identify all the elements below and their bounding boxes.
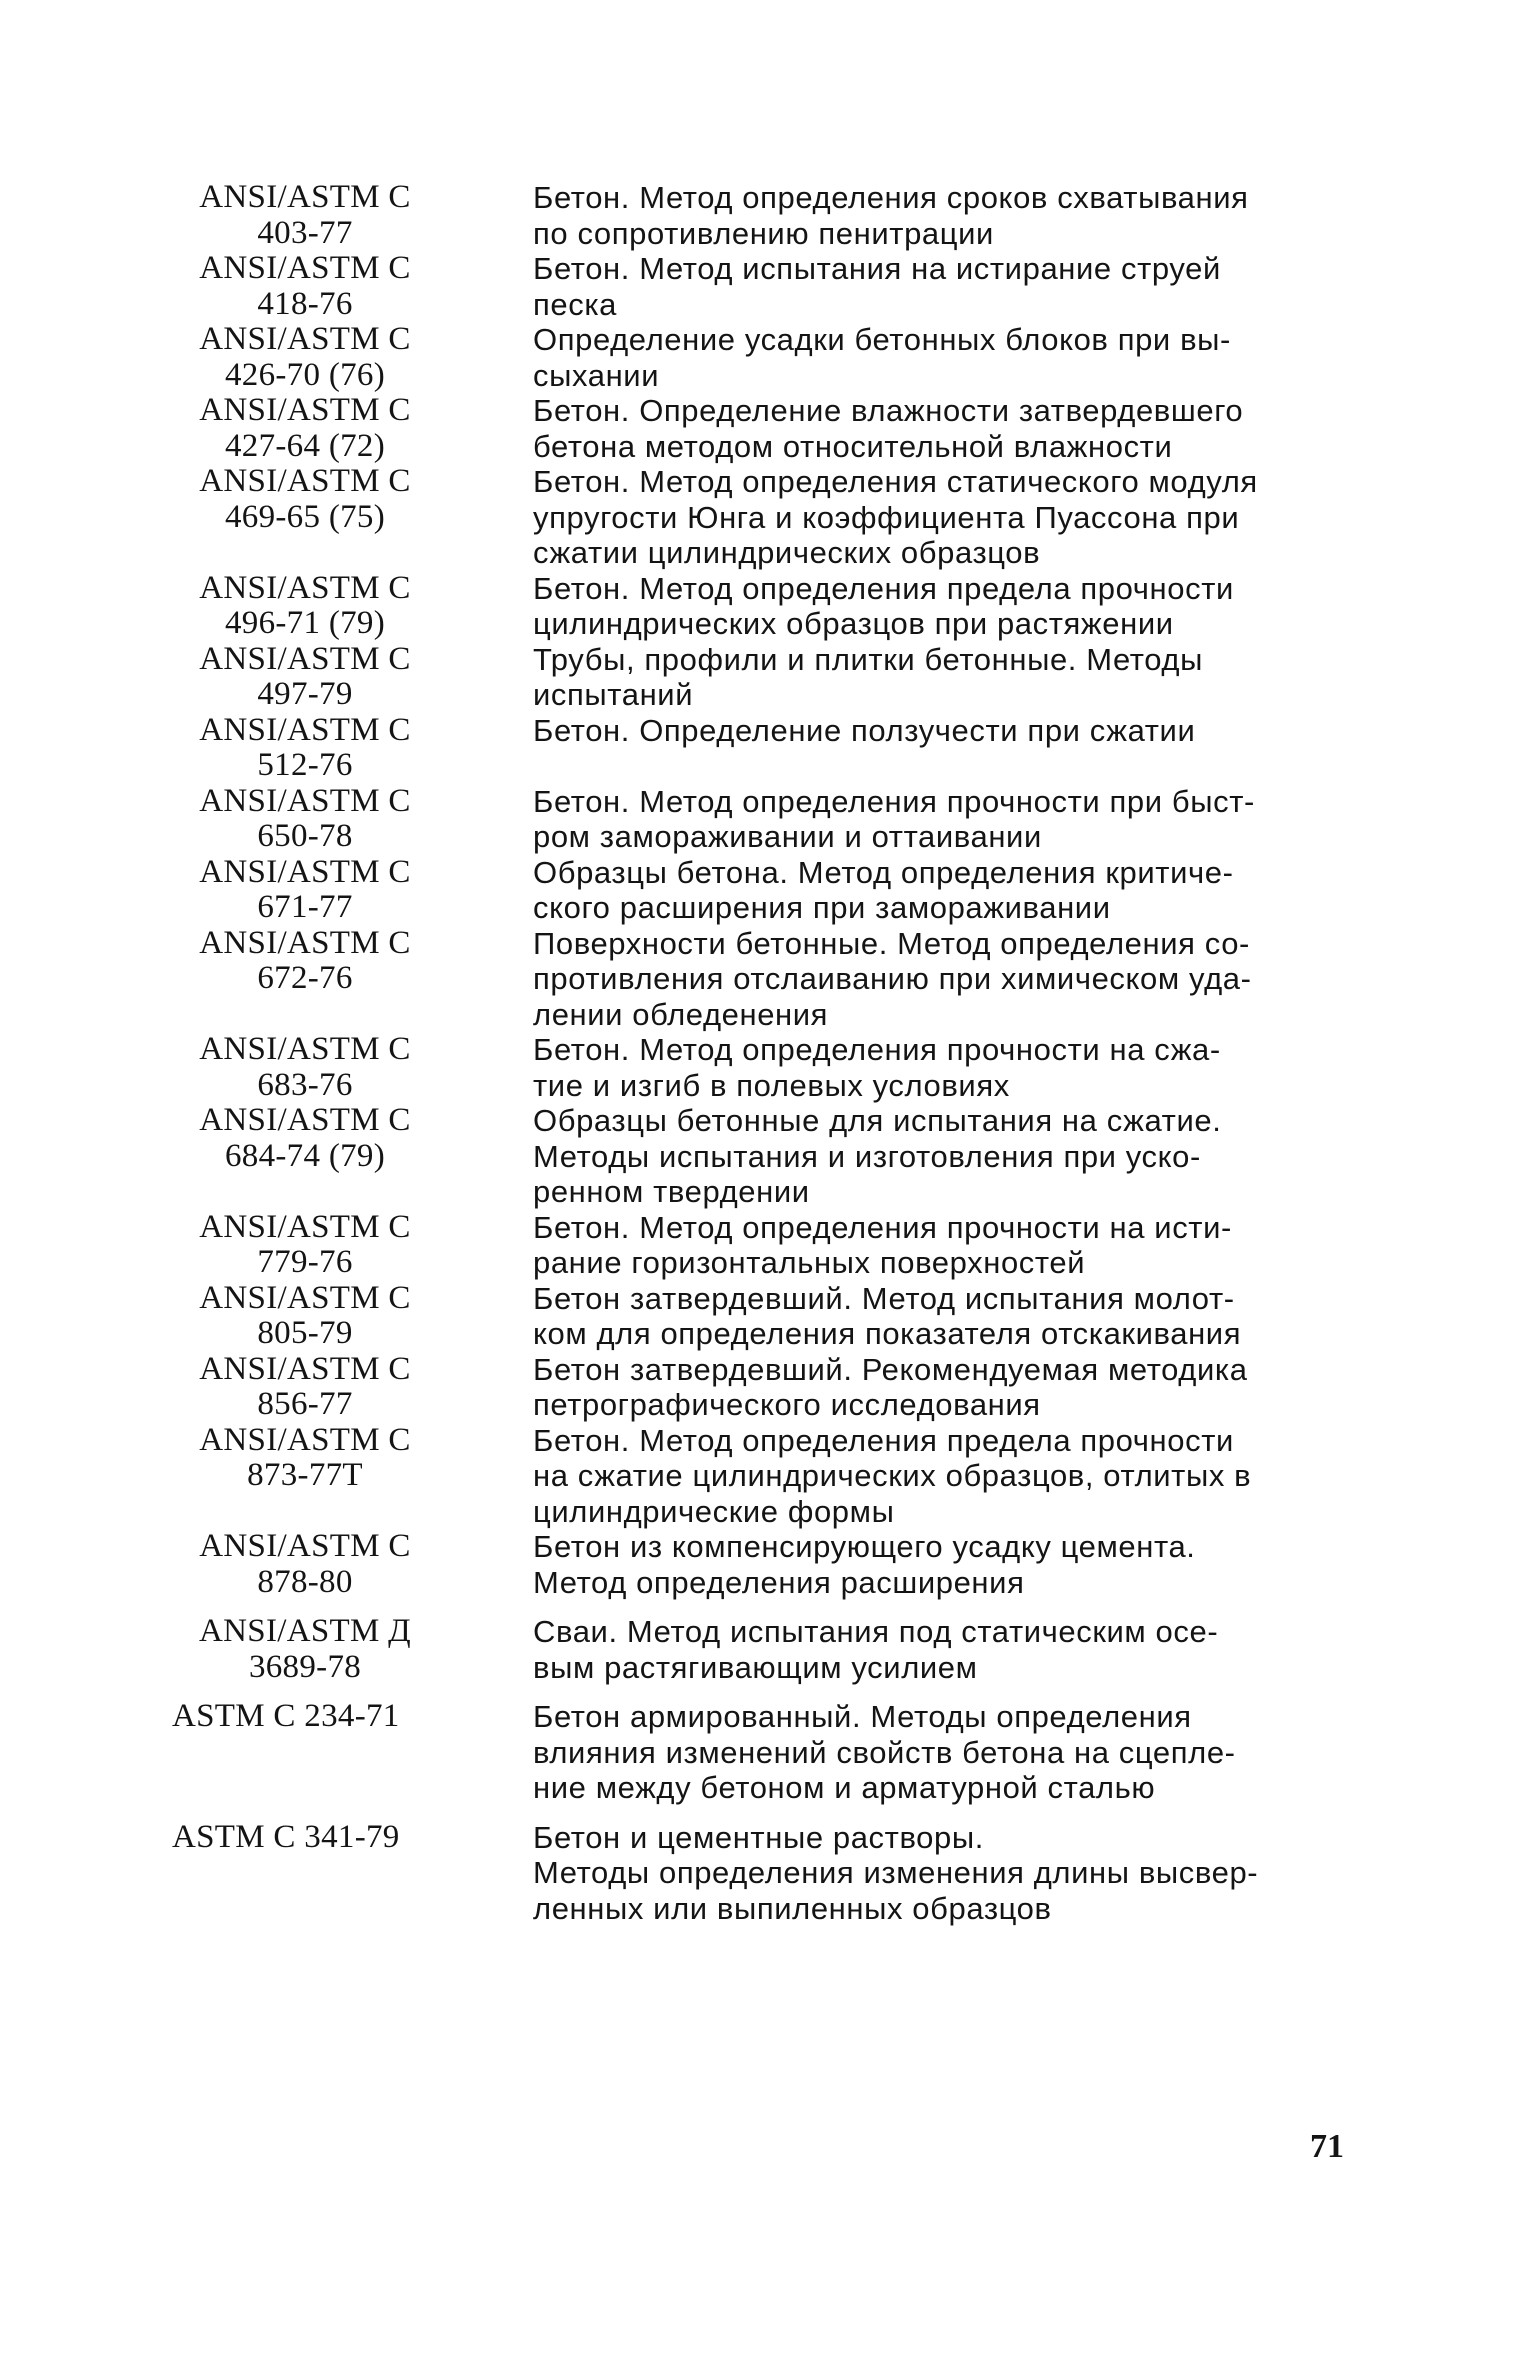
standard-code: ANSI/ASTM Д 3689-78 [199, 1613, 411, 1685]
list-item [160, 1032, 1360, 1103]
standard-description: Образцы бетона. Метод определения критиче- ского расширения при замораживании [533, 854, 1234, 925]
standard-description: Трубы, профили и плитки бетонные. Методы испытаний [533, 641, 1203, 712]
standard-description: Бетон. Метод определения прочности на сжа- тие и изгиб в полевых условиях [533, 1032, 1221, 1103]
standard-description: Бетон затвердевший. Рекомендуемая методика петрографического исследования [533, 1351, 1248, 1422]
list-item [160, 926, 1360, 1033]
page-number: 71 [1310, 2128, 1344, 2165]
list-item [160, 1210, 1360, 1281]
standard-code: ANSI/ASTM C 497-79 [199, 640, 411, 712]
list-item [160, 713, 1360, 784]
list-item [160, 322, 1360, 393]
standard-code: ANSI/ASTM C 672-76 [199, 924, 411, 996]
standard-code: ANSI/ASTM C 426-70 (76) [199, 321, 411, 393]
standard-description: Бетон. Метод определения предела прочности цилиндрических образцов при растяжении [533, 570, 1234, 641]
standard-code: ANSI/ASTM C 469-65 (75) [199, 463, 411, 535]
standard-code: ASTM C 341-79 [172, 1818, 400, 1855]
standard-code: ANSI/ASTM C 684-74 (79) [199, 1102, 411, 1174]
standard-description: Бетон. Метод определения прочности на исти- рание горизонтальных поверхностей [533, 1209, 1232, 1280]
list-item [160, 1103, 1360, 1210]
standard-description: Бетон. Метод определения предела прочности на сжатие цилиндрических образцов, отлитых в цилиндрические формы [533, 1422, 1252, 1529]
standard-code: ANSI/ASTM C 403-77 [199, 179, 411, 251]
standard-description: Бетон. Метод определения сроков схватывания по сопротивлению пенитрации [533, 180, 1249, 251]
list-item [160, 642, 1360, 713]
standard-description: Бетон затвердевший. Метод испытания молот- ком для определения показателя отскакивания [533, 1280, 1242, 1351]
list-item [160, 1281, 1360, 1352]
standard-description: Бетон. Определение ползучести при сжатии [533, 712, 1196, 748]
standard-description: Бетон. Метод определения прочности при быст- ром замораживании и оттаивании [533, 783, 1255, 854]
standard-description: Поверхности бетонные. Метод определения со- противления отслаиванию при химическом уда- лении обледенения [533, 925, 1252, 1032]
standard-description: Бетон. Определение влажности затвердевшего бетона методом относительной влажности [533, 393, 1244, 464]
list-item [160, 855, 1360, 926]
standard-code: ANSI/ASTM C 650-78 [199, 782, 411, 854]
list-item [160, 1699, 1360, 1806]
standard-code: ANSI/ASTM C 671-77 [199, 853, 411, 925]
standard-code: ANSI/ASTM C 512-76 [199, 711, 411, 783]
standard-description: Бетон. Метод испытания на истирание струей песка [533, 251, 1221, 322]
standard-code: ANSI/ASTM C 427-64 (72) [199, 392, 411, 464]
standard-code: ANSI/ASTM C 418-76 [199, 250, 411, 322]
standard-code: ANSI/ASTM C 878-80 [199, 1528, 411, 1600]
standard-description: Бетон армированный. Методы определения влияния изменений свойств бетона на сцепле- ние между бетоном и арматурной сталью [533, 1699, 1236, 1805]
standards-list [160, 180, 1360, 1926]
standard-description: Образцы бетонные для испытания на сжатие. Методы испытания и изготовления при уско- ренном твердении [533, 1103, 1222, 1209]
list-item [160, 1614, 1360, 1685]
list-item [160, 180, 1360, 251]
standard-code: ANSI/ASTM C 856-77 [199, 1350, 411, 1422]
list-item [160, 393, 1360, 464]
list-item [160, 571, 1360, 642]
standard-code: ANSI/ASTM C 683-76 [199, 1031, 411, 1103]
list-item [160, 251, 1360, 322]
list-item [160, 784, 1360, 855]
list-item [160, 1529, 1360, 1600]
list-item [160, 1352, 1360, 1423]
standard-description: Бетон. Метод определения статического модуля упругости Юнга и коэффициента Пуассона при сжатии цилиндрических образцов [533, 464, 1258, 570]
standard-code: ANSI/ASTM C 496-71 (79) [199, 569, 411, 641]
standard-code: ANSI/ASTM C 873-77T [199, 1421, 411, 1493]
standard-description: Сваи. Метод испытания под статическим осе- вым растягивающим усилием [533, 1614, 1219, 1685]
list-item [160, 464, 1360, 571]
list-item [160, 1820, 1360, 1927]
standard-description: Определение усадки бетонных блоков при вы- сыхании [533, 322, 1231, 393]
standard-code: ASTM C 234-71 [172, 1698, 400, 1734]
standard-code: ANSI/ASTM C 805-79 [199, 1279, 411, 1351]
standard-code: ANSI/ASTM C 779-76 [199, 1208, 411, 1280]
list-item [160, 1423, 1360, 1530]
standard-description: Бетон и цементные растворы. Методы определения изменения длины высвер- ленных или выпиленных образцов [533, 1819, 1259, 1926]
standard-description: Бетон из компенсирующего усадку цемента. Метод определения расширения [533, 1529, 1196, 1600]
